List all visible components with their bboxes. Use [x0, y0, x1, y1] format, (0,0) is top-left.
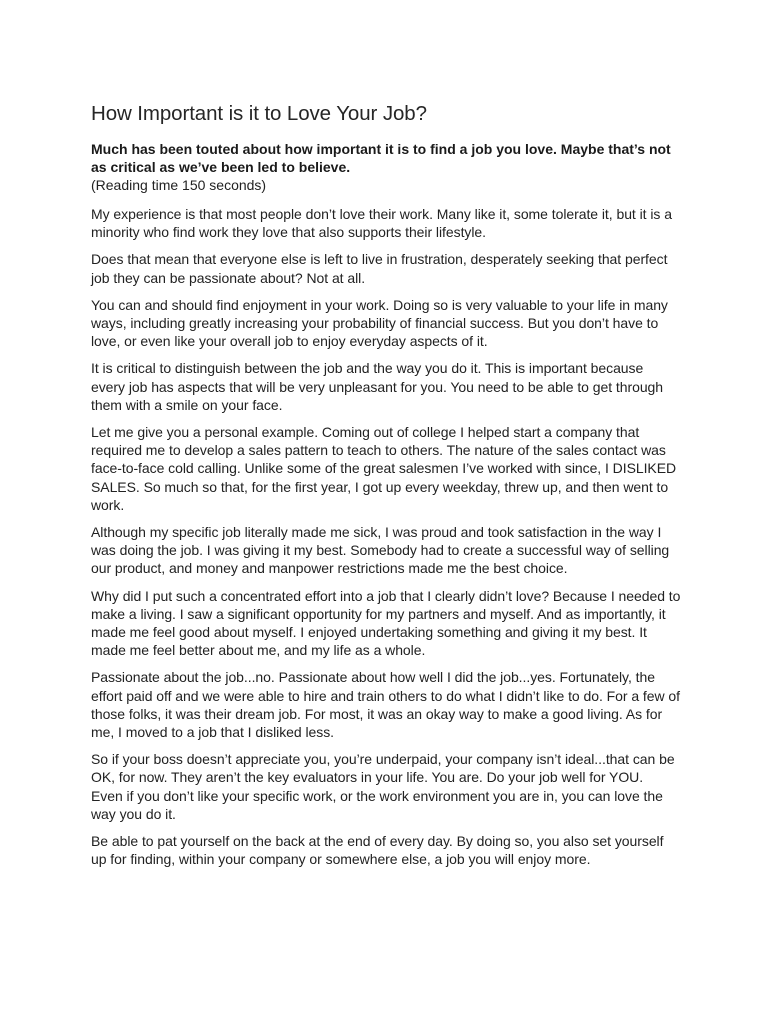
paragraph-3: You can and should find enjoyment in your work. Doing so is very valuable to your life in many ways, including greatly increasing your probability of financial success. But you don’t have to love, or even like your overall job to enjoy everyday aspects of it.: [91, 296, 668, 350]
paragraph-2: Does that mean that everyone else is left to live in frustration, desperately seeking that perfect job they can be passionate about? Not at all.: [91, 251, 668, 286]
paragraph-6: Although my specific job literally made me sick, I was proud and took satisfaction in the way I was doing the job. I was giving it my best. Somebody had to create a successful way of selling our product, and money and manpower restrictions made me the best choice.: [91, 524, 670, 577]
paragraph-7: Why did I put such a concentrated effort into a job that I clearly didn’t love? Because I needed to make a living. I saw a significant opportunity for my partners and myself. And as importantly, it made me feel good about myself. I enjoyed undertaking something and giving it my best. It made me feel better about me, and my life as a whole.: [91, 587, 681, 659]
paragraph-11: Be able to pat yourself on the back at the end of every day. By doing so, you also set yourself up for finding, within your company or somewhere else, a job you will enjoy more.: [91, 833, 664, 868]
paragraph-1: My experience is that most people don’t love their work. Many like it, some tolerate it, but it is a minority who find work they love that also supports their lifestyle.: [91, 206, 672, 241]
paragraph-9: So if your boss doesn’t appreciate you, you’re underpaid, your company isn’t ideal...that can be OK, for now. They aren’t the key evaluators in your life. You are. Do your job well for YOU.: [91, 751, 675, 786]
article-lead: Much has been touted about how important it is to find a job you love. Maybe that’s not as critical as we’ve been led to believe.: [91, 141, 671, 175]
paragraph-4: It is critical to distinguish between the job and the way you do it. This is important because every job has aspects that will be very unpleasant for you. You need to be able to get through them with a smile on your face.: [91, 360, 664, 413]
document-page: [91, 100, 681, 878]
paragraph-5: Let me give you a personal example. Coming out of college I helped start a company that required me to develop a sales pattern to teach to others. The nature of the sales contact was face-to-face cold calling. Unlike some of the great salesmen I’ve worked with since, I DISLIKED SALES. So much so that, for the first year, I got up every weekday, threw up, and then went to work.: [91, 424, 677, 513]
article-title: How Important is it to Love Your Job?: [91, 102, 427, 125]
paragraph-10: Even if you don’t like your specific work, or the work environment you are in, you can love the way you do it.: [91, 787, 663, 822]
paragraph-8: Passionate about the job...no. Passionate about how well I did the job...yes. Fortunately, the effort paid off and we were able to hire and train others to do what I didn’t like to do. For a few of those folks, it was their dream job. For most, it was an okay way to make a good living. As for me, I moved to a job that I disliked less.: [91, 669, 680, 741]
reading-time: (Reading time 150 seconds): [91, 177, 267, 193]
